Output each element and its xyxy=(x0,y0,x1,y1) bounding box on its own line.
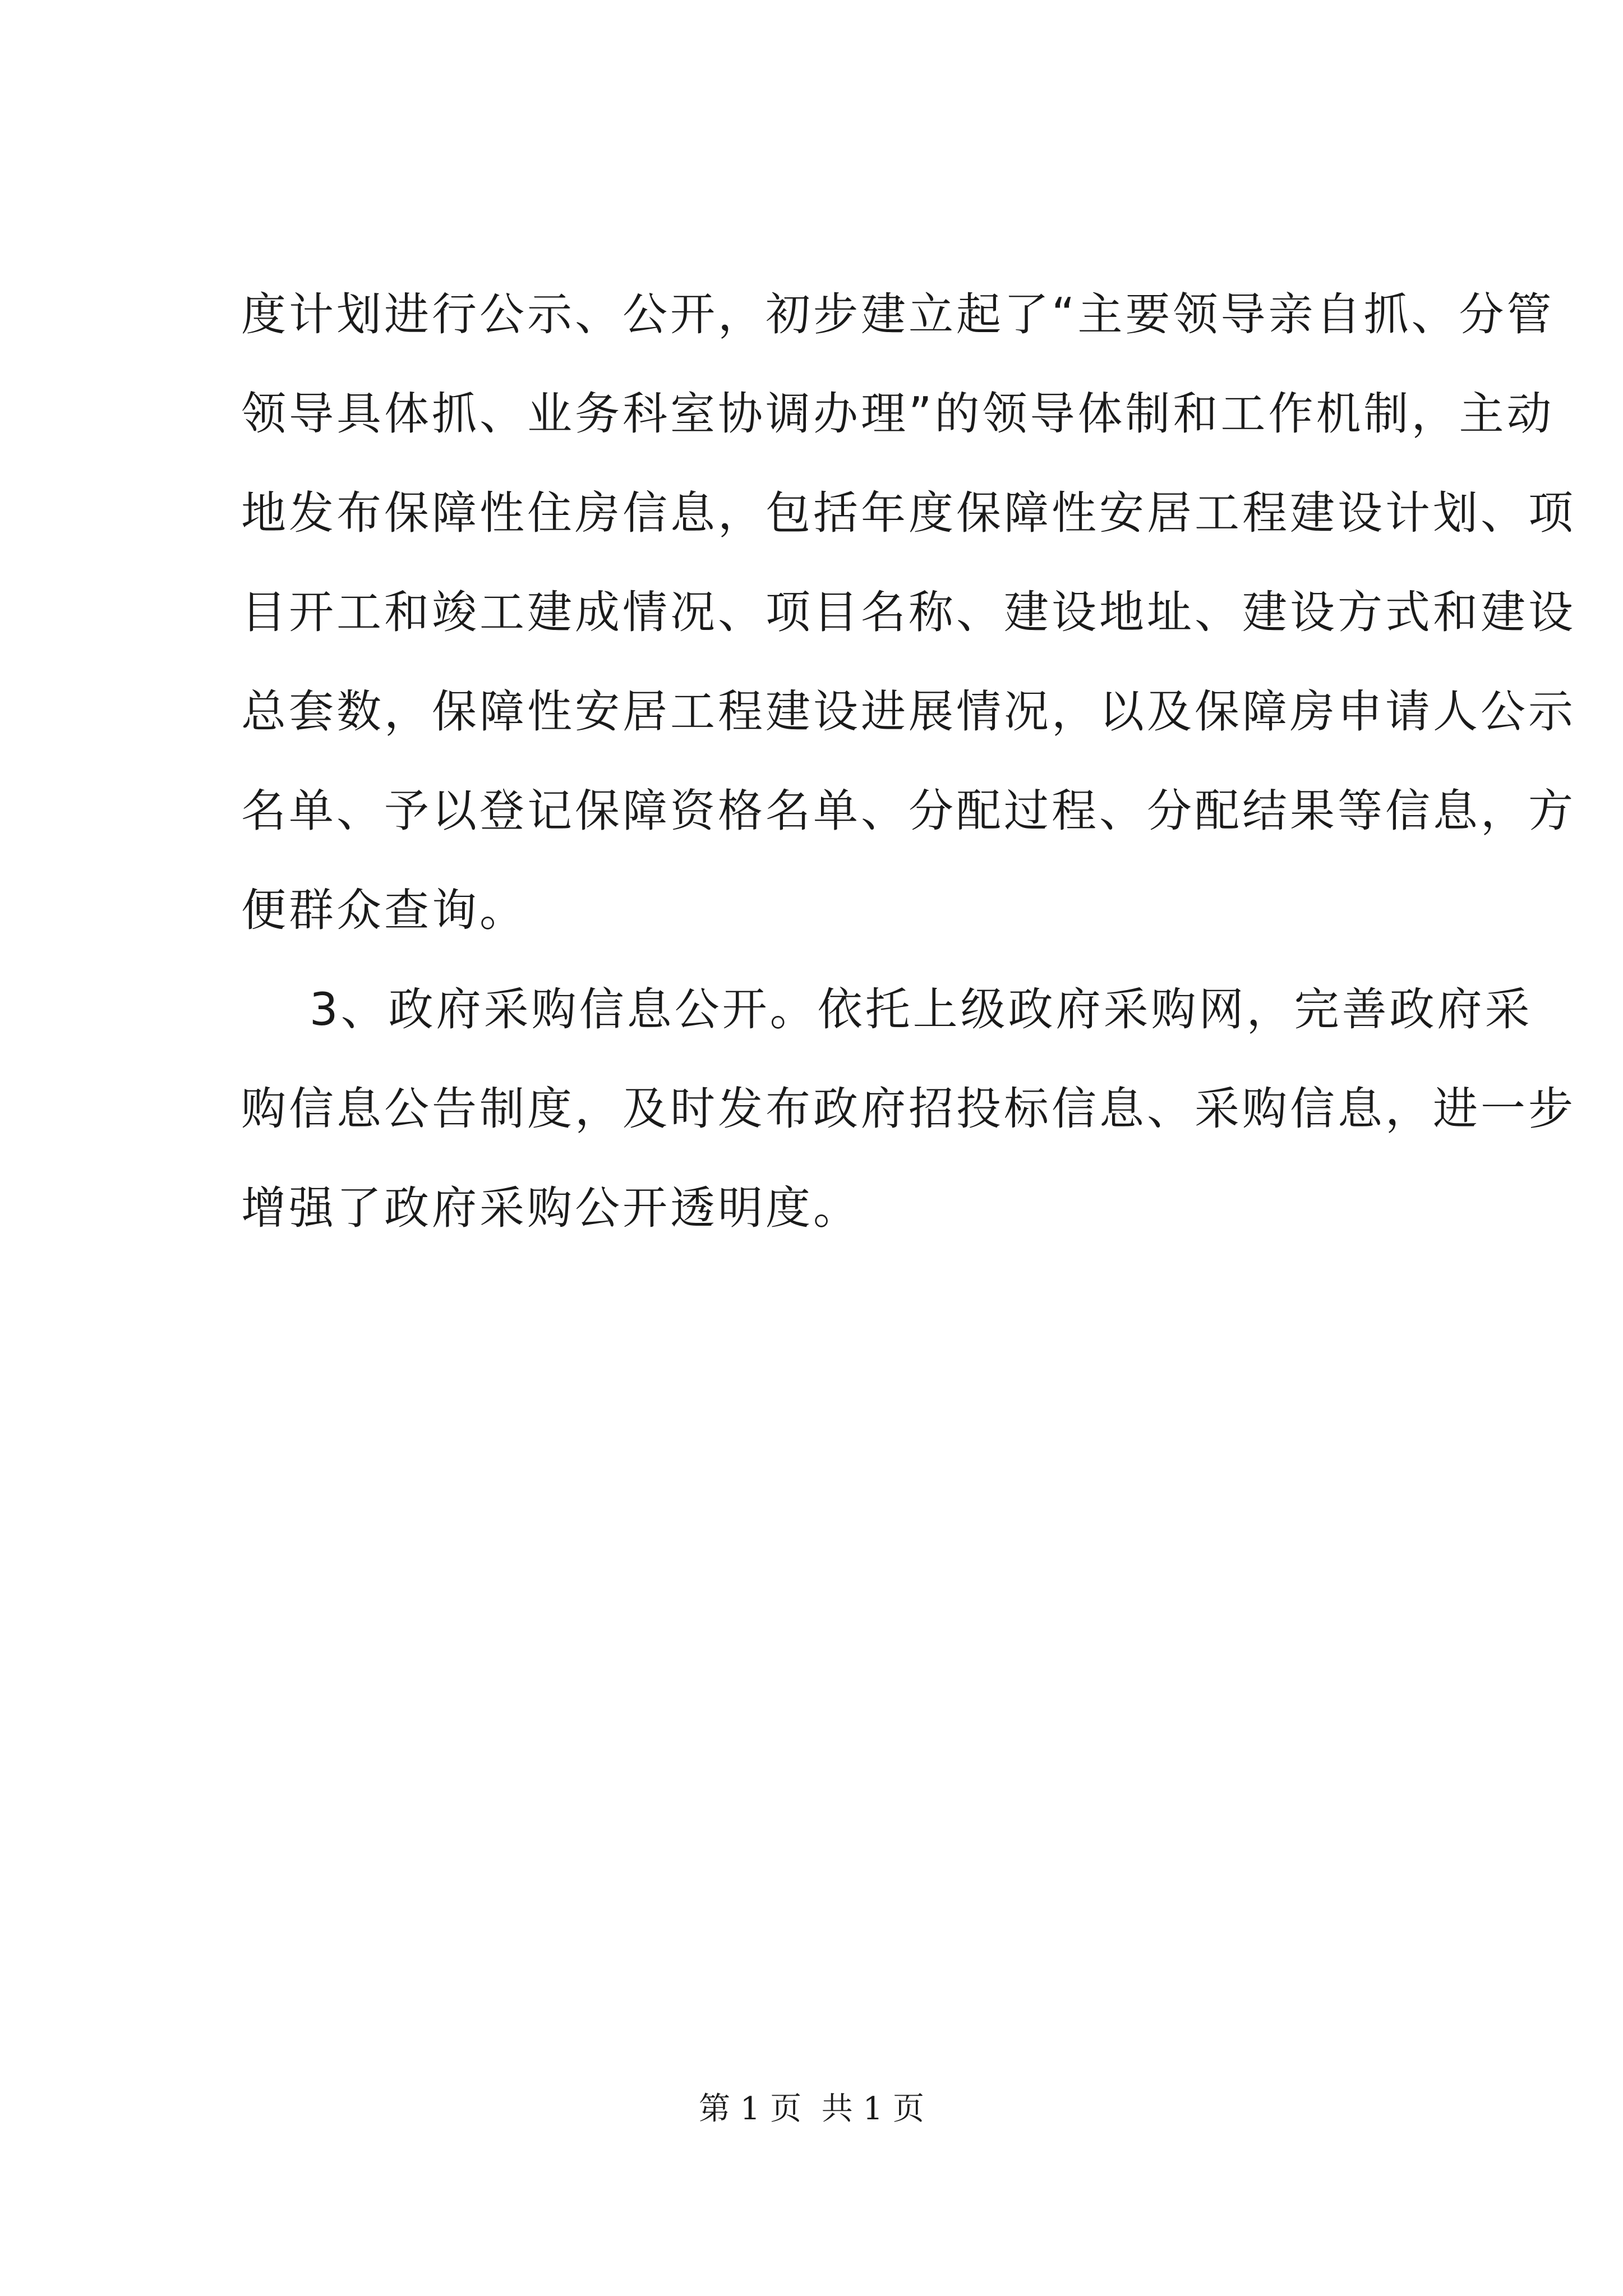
paragraph-2-line-1: 3、政府采购信息公开。依托上级政府采购网，完善政府采 xyxy=(241,983,1533,1036)
document-body xyxy=(241,265,1576,1258)
paragraph-1-line-3: 地发布保障性住房信息，包括年度保障性安居工程建设计划、项 xyxy=(241,487,1576,539)
paragraph-1-line-2: 领导具体抓、业务科室协调办理”的领导体制和工作机制，主动 xyxy=(241,388,1555,440)
paragraph-1-line-4: 目开工和竣工建成情况、项目名称、建设地址、建设方式和建设 xyxy=(241,586,1576,638)
paragraph-2-line-2: 购信息公告制度，及时发布政府招投标信息、采购信息，进一步 xyxy=(241,1083,1576,1135)
paragraph-1-line-6: 名单、予以登记保障资格名单、分配过程、分配结果等信息，方 xyxy=(241,785,1576,837)
paragraph-1-line-1: 度计划进行公示、公开，初步建立起了“主要领导亲自抓、分管 xyxy=(241,288,1555,341)
paragraph-1-line-7: 便群众查询。 xyxy=(241,884,527,936)
paragraph-2-line-3: 增强了政府采购公开透明度。 xyxy=(241,1182,861,1234)
paragraph-1-line-5: 总套数，保障性安居工程建设进展情况，以及保障房申请人公示 xyxy=(241,685,1576,738)
page-footer: 第 1 页 共 1 页 xyxy=(698,2091,925,2127)
